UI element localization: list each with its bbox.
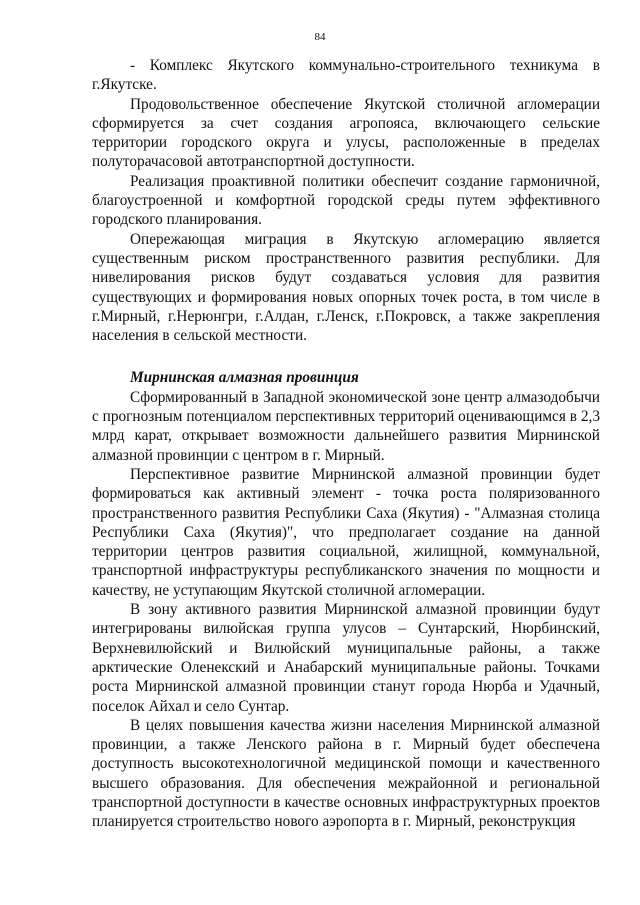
paragraph-proactive-policy: Реализация проактивной политики обеспечит создание гармоничной, благоустроенной и комфортной городской среды путем эффективного городского планирования. xyxy=(92,172,600,229)
paragraph-integration-zone: В зону активного развития Мирнинской алмазной провинции будут интегрированы вилюйская группа улусов – Сунтарский, Нюрбинский, Верхневилюйский и Вилюйский муниципальные районы, а также арктические Оленекский и Анабарский муниципальные районы. Точками роста Мирнинской алмазной провинции станут города Нюрба и Удачный, поселок Айхал и село Сунтар. xyxy=(92,601,600,715)
paragraph-diamond-center: Сформированный в Западной экономической зоне центр алмазодобычи с прогнозным потенциалом перспективных территорий оценивающимся в 2,3 млрд карат, открывает возможности дальнейшего развития Мирнинской алмазной провинции с центром в г. Мирный. xyxy=(92,388,600,464)
section-heading: Мирнинская алмазная провинция xyxy=(130,369,359,387)
paragraph-food-supply: Продовольственное обеспечение Якутской столичной агломерации сформируется за счет создания агропояса, включающего сельские территории городского округа и улусы, расположенные в пределах полуторачасовой автотранспортной доступности. xyxy=(92,95,600,171)
page-number: 84 xyxy=(314,31,326,43)
document-body xyxy=(92,56,600,832)
paragraph-technical-college: - Комплекс Якутского коммунально-строительного техникума в г.Якутске. xyxy=(92,57,600,94)
paragraph-migration-risk: Опережающая миграция в Якутскую агломерацию является существенным риском пространственного развития республики. Для нивелирования рисков будут создаваться условия для развития существующих и формирования новых опорных точек роста, в том числе в г.Мирный, г.Нерюнгри, г.Алдан, г.Ленск, г.Покровск, а также закрепления населения в сельской местности. xyxy=(92,230,600,345)
paragraph-development-prospects: Перспективное развитие Мирнинской алмазной провинции будет формироваться как активный элемент - точка роста поляризованного пространственного развития Республики Саха (Якутия) - "Алмазная столица Республики Саха (Якутия)", что предполагает создание на данной территории центров развития социальной, жилищной, коммунальной, транспортной инфраструктуры республиканского значения по мощности и качеству, не уступающим Якутской столичной агломерации. xyxy=(92,465,600,599)
paragraph-quality-of-life: В целях повышения качества жизни населения Мирнинской алмазной провинции, а также Ленского района в г. Мирный будет обеспечена доступность высокотехнологичной медицинской помощи и качественного высшего образования. Для обеспечения межрайонной и региональной транспортной доступности в качестве основных инфраструктурных проектов планируется строительство нового аэропорта в г. Мирный, реконструкция xyxy=(92,716,600,831)
